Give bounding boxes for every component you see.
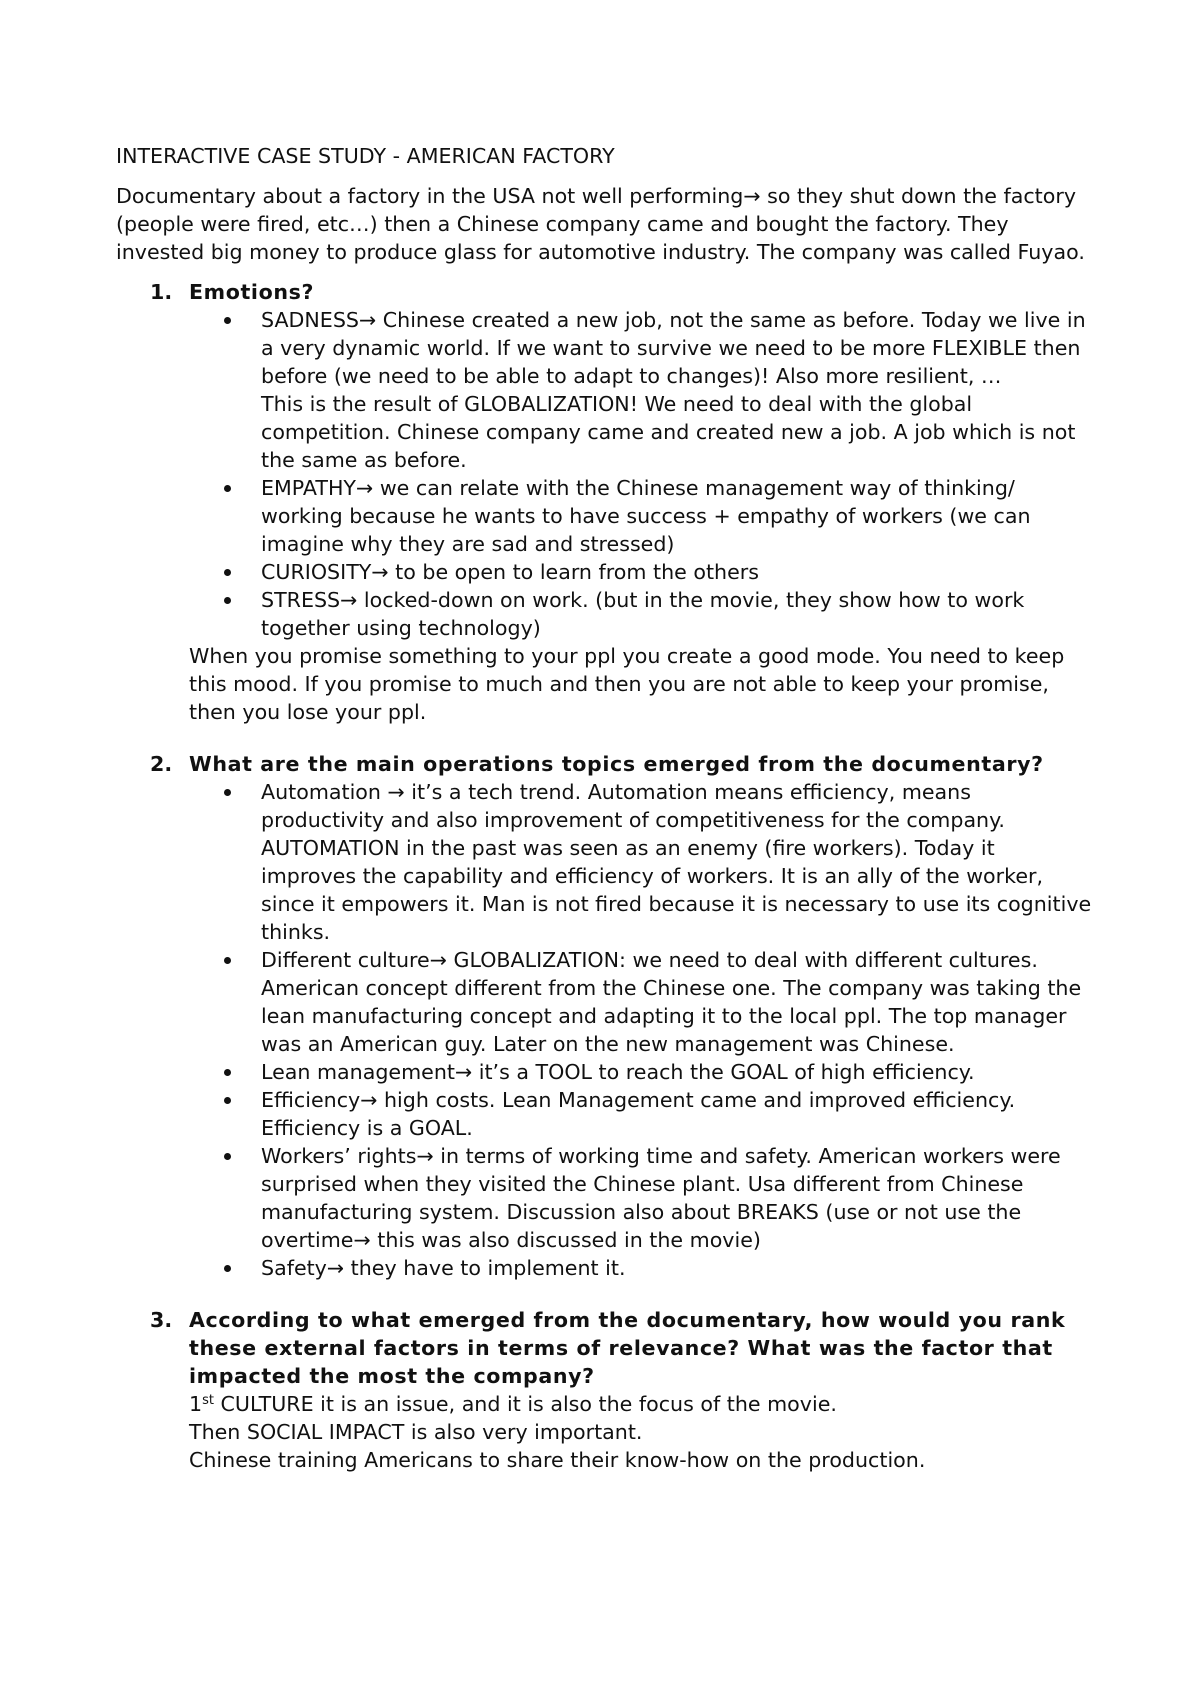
question-2-number: 2.	[150, 752, 173, 776]
question-1	[116, 278, 1096, 306]
question-3-answer	[116, 1390, 1096, 1474]
question-3-number: 3.	[150, 1308, 173, 1332]
list-item	[261, 586, 1096, 642]
bullet-text: Safety→ they have to implement it.	[261, 1256, 626, 1280]
rank-text: CULTURE it is an issue, and it is also the focus of the movie.	[213, 1392, 837, 1416]
document-content	[116, 142, 1096, 1474]
bullet-icon	[224, 485, 231, 492]
bullet-icon	[224, 789, 231, 796]
list-item	[261, 1142, 1096, 1254]
list-item	[261, 558, 1096, 586]
bullet-icon	[224, 569, 231, 576]
bullet-text: EMPATHY→ we can relate with the Chinese management way of thinking/ working because he wants to have success + empathy of workers (we can imagine why they are sad and stressed)	[261, 476, 1031, 556]
bullet-text: SADNESS→ Chinese created a new job, not the same as before. Today we live in a very dynamic world. If we want to survive we need to be more FLEXIBLE then before (we need to be able to adapt to changes)! Also more resilient, …	[261, 308, 1086, 388]
bullet-text: CURIOSITY→ to be open to learn from the others	[261, 560, 759, 584]
list-item	[261, 306, 1096, 474]
answer-line-3: Chinese training Americans to share their know-how on the production.	[189, 1448, 926, 1472]
spacer	[116, 1282, 1096, 1306]
question-2-bullets	[116, 778, 1096, 1282]
intro-paragraph: Documentary about a factory in the USA not well performing→ so they shut down the factory (people were fired, etc…) then a Chinese company came and bought the factory. They invested big money to produce glass for automotive industry. The company was called Fuyao.	[116, 184, 1085, 264]
list-item	[261, 474, 1096, 558]
bullet-text: Different culture→ GLOBALIZATION: we need to deal with different cultures. American concept different from the Chinese one. The company was taking the lean manufacturing concept and adapting it to the local ppl. The top manager was an American guy. Later on the new management was Chinese.	[261, 948, 1082, 1056]
bullet-icon	[224, 1097, 231, 1104]
list-item	[261, 778, 1096, 946]
list-item	[261, 1086, 1096, 1142]
list-item	[261, 1254, 1096, 1282]
question-3-title: According to what emerged from the documentary, how would you rank these external factors in terms of relevance? What was the factor that impacted the most the company?	[189, 1308, 1066, 1388]
bullet-icon	[224, 1153, 231, 1160]
answer-line-2: Then SOCIAL IMPACT is also very important.	[189, 1420, 643, 1444]
bullet-text: Automation → it’s a tech trend. Automation means efficiency, means productivity and also improvement of competitiveness for the company. AUTOMATION in the past was seen as an enemy (fire workers). Today it improves the capability and efficiency of workers. It is an ally of the worker, since it empowers it. Man is not fired because it is necessary to use its cognitive thinks.	[261, 780, 1092, 944]
answer-line-1	[189, 1390, 1096, 1418]
question-1-closing: When you promise something to your ppl you create a good mode. You need to keep this mood. If you promise to much and then you are not able to keep your promise, then you lose your ppl.	[189, 644, 1065, 724]
question-2-title: What are the main operations topics emerged from the documentary?	[189, 752, 1044, 776]
document-title: INTERACTIVE CASE STUDY - AMERICAN FACTORY	[116, 144, 615, 168]
question-2	[116, 750, 1096, 778]
bullet-icon	[224, 317, 231, 324]
question-1-title: Emotions?	[189, 280, 314, 304]
bullet-text: Workers’ rights→ in terms of working time and safety. American workers were surprised when they visited the Chinese plant. Usa different from Chinese manufacturing system. Discussion also about BREAKS (use or not use the overtime→ this was also discussed in the movie)	[261, 1144, 1061, 1252]
list-item	[261, 946, 1096, 1058]
bullet-icon	[224, 1265, 231, 1272]
question-3	[116, 1306, 1096, 1390]
bullet-icon	[224, 1069, 231, 1076]
rank-suffix: st	[202, 1393, 214, 1408]
rank-number: 1	[189, 1392, 203, 1416]
list-item	[261, 1058, 1096, 1086]
question-1-number: 1.	[150, 280, 173, 304]
bullet-icon	[224, 957, 231, 964]
bullet-continuation: This is the result of GLOBALIZATION! We need to deal with the global competition. Chinese company came and created new a job. A job which is not the same as before.	[261, 392, 1076, 472]
bullet-icon	[224, 597, 231, 604]
bullet-text: Lean management→ it’s a TOOL to reach the GOAL of high efficiency.	[261, 1060, 975, 1084]
bullet-text: Efficiency→ high costs. Lean Management came and improved efficiency. Efficiency is a GOAL.	[261, 1088, 1016, 1140]
question-1-bullets	[116, 306, 1096, 642]
spacer	[116, 726, 1096, 750]
bullet-text: STRESS→ locked-down on work. (but in the movie, they show how to work together using technology)	[261, 588, 1025, 640]
